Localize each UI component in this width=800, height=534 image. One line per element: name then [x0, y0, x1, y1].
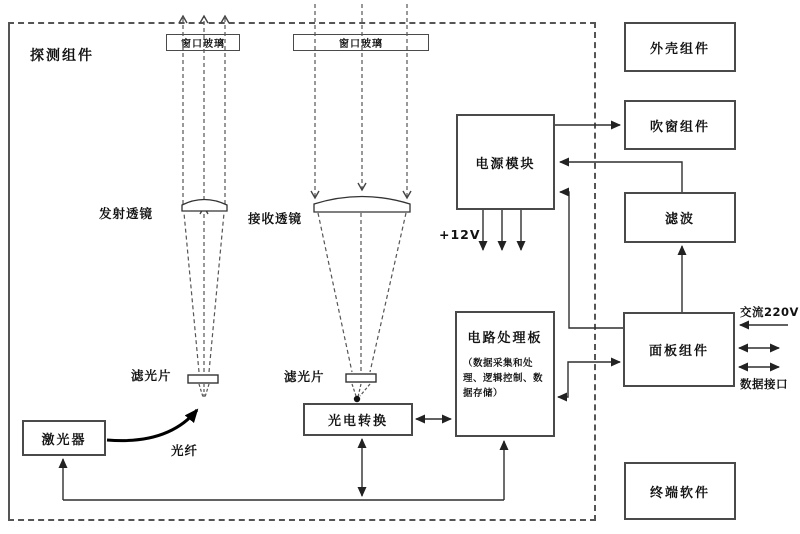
- detection-module-title: 探测组件: [30, 48, 94, 64]
- filter-module-label: 滤波: [664, 212, 695, 227]
- circuit-board-subtitle: （数据采集和处理、逻辑控制、数据存储）: [463, 358, 544, 399]
- power-module-label: 电源模块: [475, 156, 536, 172]
- filter-left-label: 滤光片: [131, 368, 172, 383]
- optical-fiber-label: 光纤: [171, 443, 199, 458]
- shell-module-box: [624, 22, 736, 72]
- terminal-software-label: 终端软件: [649, 485, 710, 501]
- ac-power-label: 交流220V: [740, 305, 799, 319]
- window-glass-left-box: [166, 34, 240, 51]
- window-glass-left-label: 窗口玻璃: [181, 39, 225, 50]
- panel-module-box: [623, 312, 735, 387]
- circuit-board-title: 电路处理板: [467, 331, 543, 346]
- laser-label: 激光器: [41, 432, 87, 448]
- window-blower-box: [624, 100, 736, 150]
- circuit-board-box: [455, 311, 555, 437]
- data-interface-label: 数据接口: [740, 377, 788, 391]
- photoelectric-converter-label: 光电转换: [327, 414, 388, 429]
- terminal-software-box: [624, 462, 736, 520]
- window-glass-right-box: [293, 34, 429, 51]
- laser-box: [22, 420, 106, 456]
- filter-right-label: 滤光片: [284, 369, 325, 384]
- transmit-lens-label: 发射透镜: [99, 206, 154, 221]
- power-output-label: +12V: [439, 227, 481, 242]
- window-glass-right-label: 窗口玻璃: [339, 39, 383, 50]
- power-module-box: [456, 114, 555, 210]
- photoelectric-converter-box: [303, 403, 413, 436]
- shell-module-label: 外壳组件: [649, 41, 710, 57]
- receive-lens-label: 接收透镜: [248, 211, 303, 226]
- window-blower-label: 吹窗组件: [649, 119, 710, 135]
- panel-module-label: 面板组件: [648, 344, 709, 359]
- filter-module-box: [624, 192, 736, 243]
